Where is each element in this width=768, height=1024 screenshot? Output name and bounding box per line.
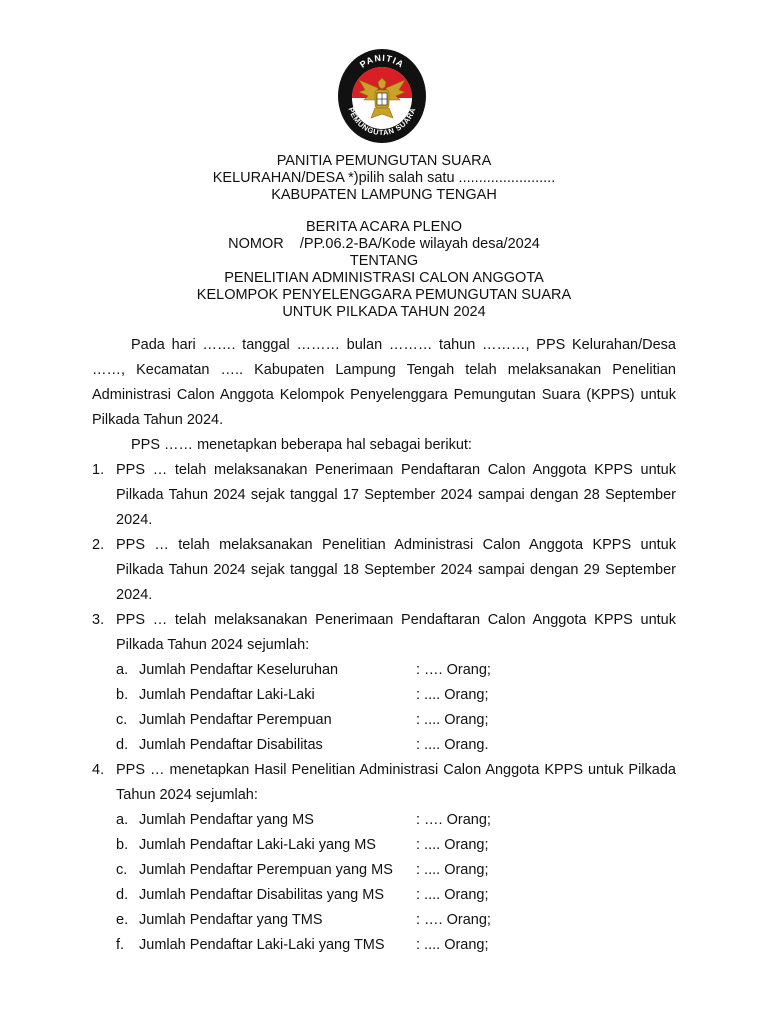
list-item: [92, 608, 676, 658]
item-text: PPS … telah melaksanakan Penelitian Administrasi Calon Anggota KPPS untuk Pilkada Tahun 2024 sejak tanggal 18 September 2024 sampai dengan 29 September 2024.: [116, 537, 676, 603]
sub-letter: b.: [116, 837, 129, 853]
sub-label: Jumlah Pendaftar yang MS: [139, 812, 314, 828]
sub-letter: d.: [116, 887, 129, 903]
logo-ring-top-text: PANITIA: [357, 52, 407, 70]
sub-label: Jumlah Pendaftar yang TMS: [139, 912, 323, 928]
document-body: [92, 333, 676, 958]
sub-label: Jumlah Pendaftar Disabilitas: [139, 737, 323, 753]
sub-value: : …. Orang;: [416, 662, 491, 678]
item-text: PPS … menetapkan Hasil Penelitian Administrasi Calon Anggota KPPS untuk Pilkada Tahun 2024 sejumlah:: [116, 762, 676, 803]
item-number: 2.: [92, 537, 105, 553]
sublist-item: [92, 733, 676, 758]
sub-label: Jumlah Pendaftar Laki-Laki yang MS: [139, 837, 376, 853]
sublist-item: [92, 833, 676, 858]
list-item: [92, 758, 676, 808]
sublist-item: [92, 808, 676, 833]
sublist-item: [92, 858, 676, 883]
sub-letter: f.: [116, 937, 125, 953]
title-line: BERITA ACARA PLENO: [305, 219, 463, 235]
sublist: [92, 808, 676, 958]
document-title: [92, 219, 676, 321]
title-line: PENELITIAN ADMINISTRASI CALON ANGGOTA: [224, 270, 544, 286]
sub-value: : …. Orang;: [416, 812, 491, 828]
sub-value: : .... Orang;: [416, 887, 489, 903]
sub-value: : .... Orang.: [416, 737, 489, 753]
sub-value: : .... Orang;: [416, 837, 489, 853]
header-line: KABUPATEN LAMPUNG TENGAH: [271, 187, 497, 203]
sublist-item: [92, 708, 676, 733]
sublist-item: [92, 683, 676, 708]
sublist: [92, 658, 676, 758]
sub-label: Jumlah Pendaftar Laki-Laki: [139, 687, 315, 703]
decision-intro: PPS …… menetapkan beberapa hal sebagai berikut:: [131, 437, 472, 453]
sublist-item: [92, 658, 676, 683]
sub-letter: c.: [116, 862, 128, 878]
sub-letter: a.: [116, 662, 129, 678]
sub-letter: b.: [116, 687, 129, 703]
sub-label: Jumlah Pendaftar Disabilitas yang MS: [139, 887, 385, 903]
sublist-item: [92, 908, 676, 933]
sub-letter: a.: [116, 812, 129, 828]
title-line: TENTANG: [349, 253, 419, 269]
sublist-item: [92, 883, 676, 908]
sub-label: Jumlah Pendaftar Keseluruhan: [139, 662, 339, 678]
sub-label: Jumlah Pendaftar Perempuan yang MS: [139, 862, 393, 878]
sub-value: : .... Orang;: [416, 937, 489, 953]
sub-letter: e.: [116, 912, 129, 928]
list-item: [92, 458, 676, 533]
sub-letter: c.: [116, 712, 128, 728]
item-number: 4.: [92, 762, 105, 778]
header-line: PANITIA PEMUNGUTAN SUARA: [276, 153, 492, 169]
title-line: UNTUK PILKADA TAHUN 2024: [282, 304, 486, 320]
item-number: 3.: [92, 612, 105, 628]
header-line: KELURAHAN/DESA *)pilih salah satu ........................: [212, 170, 556, 186]
logo-emblem-icon: [337, 48, 427, 144]
sublist-item: [92, 933, 676, 958]
sub-value: : .... Orang;: [416, 712, 489, 728]
sub-value: : .... Orang;: [416, 862, 489, 878]
list-item: [92, 533, 676, 608]
document-header: [92, 153, 676, 204]
item-number: 1.: [92, 462, 105, 478]
logo-ring-bottom-text: PEMUNGUTAN SUARA: [346, 106, 418, 138]
item-text: PPS … telah melaksanakan Penerimaan Pendaftaran Calon Anggota KPPS untuk Pilkada Tahun 2024 sejumlah:: [116, 612, 676, 653]
sub-label: Jumlah Pendaftar Laki-Laki yang TMS: [139, 937, 385, 953]
title-line: KELOMPOK PENYELENGGARA PEMUNGUTAN SUARA: [196, 287, 572, 303]
opening-paragraph: Pada hari ……. tanggal ……… bulan ……… tahun ………, PPS Kelurahan/Desa ……, Kecamatan ….. Kabupaten Lampung Tengah telah melaksanakan Penelitian Administrasi Calon Anggota Kelompok Penyelenggara Pemungutan Suara (KPPS) untuk Pilkada Tahun 2024.: [92, 337, 676, 428]
panitia-pemungutan-suara-logo: [337, 48, 427, 144]
sub-value: : .... Orang;: [416, 687, 489, 703]
item-text: PPS … telah melaksanakan Penerimaan Pendaftaran Calon Anggota KPPS untuk Pilkada Tahun 2024 sejak tanggal 17 September 2024 sampai dengan 28 September 2024.: [116, 462, 676, 528]
sub-value: : …. Orang;: [416, 912, 491, 928]
sub-letter: d.: [116, 737, 129, 753]
title-line: NOMOR /PP.06.2-BA/Kode wilayah desa/2024: [228, 236, 540, 252]
sub-label: Jumlah Pendaftar Perempuan: [139, 712, 332, 728]
